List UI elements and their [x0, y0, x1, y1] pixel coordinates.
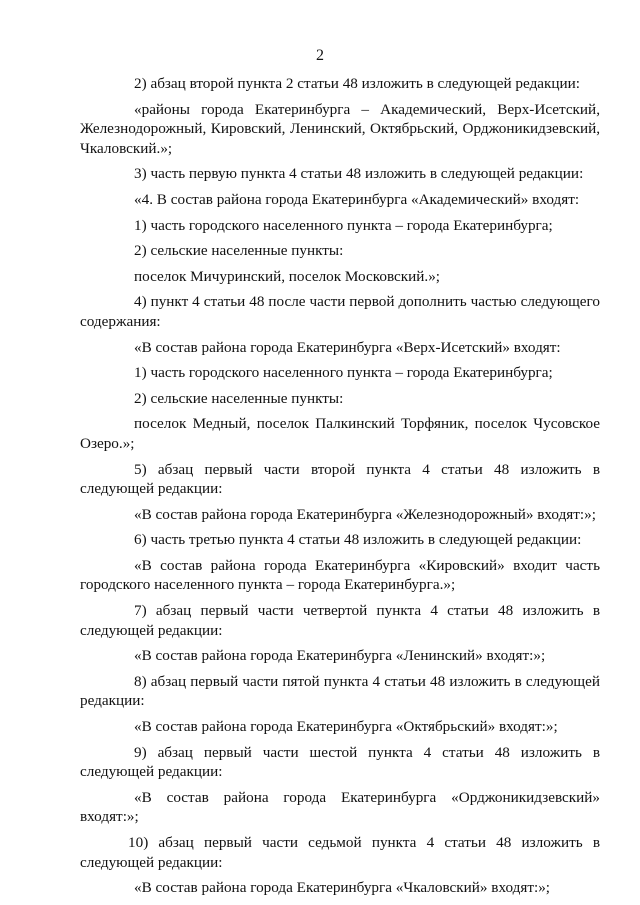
paragraph: 7) абзац первый части четвертой пункта 4 статьи 48 изложить в следующей редакции:: [80, 602, 600, 639]
paragraph: 10) абзац первый части седьмой пункта 4 статьи 48 изложить в следующей редакции:: [80, 834, 600, 871]
document-body: [80, 74, 600, 904]
paragraph: 1) часть городского населенного пункта – города Екатеринбурга;: [134, 216, 553, 234]
paragraph: поселок Мичуринский, поселок Московский.»;: [134, 267, 441, 285]
paragraph: «В состав района города Екатеринбурга «Железнодорожный» входят:»;: [134, 505, 596, 523]
paragraph: 5) абзац первый части второй пункта 4 статьи 48 изложить в следующей редакции:: [80, 460, 600, 498]
paragraph: 8) абзац первый части пятой пункта 4 статьи 48 изложить в следующей редакции:: [80, 672, 600, 710]
paragraph: «4. В состав района города Екатеринбурга «Академический» входят:: [134, 190, 580, 208]
paragraph: 1) часть городского населенного пункта – города Екатеринбурга;: [134, 364, 553, 382]
page-number: 2: [316, 47, 324, 64]
paragraph: 4) пункт 4 статьи 48 после части первой дополнить частью следующего содержания:: [80, 293, 600, 330]
paragraph: 2) сельские населенные пункты:: [134, 389, 344, 407]
paragraph: «В состав района города Екатеринбурга «Октябрьский» входят:»;: [134, 718, 558, 736]
paragraph: поселок Медный, поселок Палкинский Торфяник, поселок Чусовское Озеро.»;: [80, 415, 600, 452]
paragraph: «В состав района города Екатеринбурга «Верх-Исетский» входят:: [134, 338, 561, 356]
paragraph: «районы города Екатеринбурга – Академический, Верх-Исетский, Железнодорожный, Кировский, Ленинский, Октябрьский, Орджоникидзевский, Чкаловский.»;: [80, 100, 600, 157]
paragraph: 2) сельские населенные пункты:: [134, 242, 344, 260]
paragraph: 3) часть первую пункта 4 статьи 48 изложить в следующей редакции:: [134, 165, 584, 183]
paragraph: «В состав района города Екатеринбурга «Кировский» входит часть городского населенного пункта – города Екатеринбурга.»;: [80, 556, 600, 594]
paragraph: «В состав района города Екатеринбурга «Орджоникидзевский» входят:»;: [80, 788, 600, 826]
paragraph: «В состав района города Екатеринбурга «Ленинский» входят:»;: [134, 647, 546, 665]
paragraph: «В состав района города Екатеринбурга «Чкаловский» входят:»;: [134, 879, 551, 897]
paragraph: 9) абзац первый части шестой пункта 4 статьи 48 изложить в следующей редакции:: [80, 743, 600, 781]
paragraph: 2) абзац второй пункта 2 статьи 48 изложить в следующей редакции:: [134, 75, 581, 92]
paragraph: 6) часть третью пункта 4 статьи 48 изложить в следующей редакции:: [134, 531, 582, 549]
